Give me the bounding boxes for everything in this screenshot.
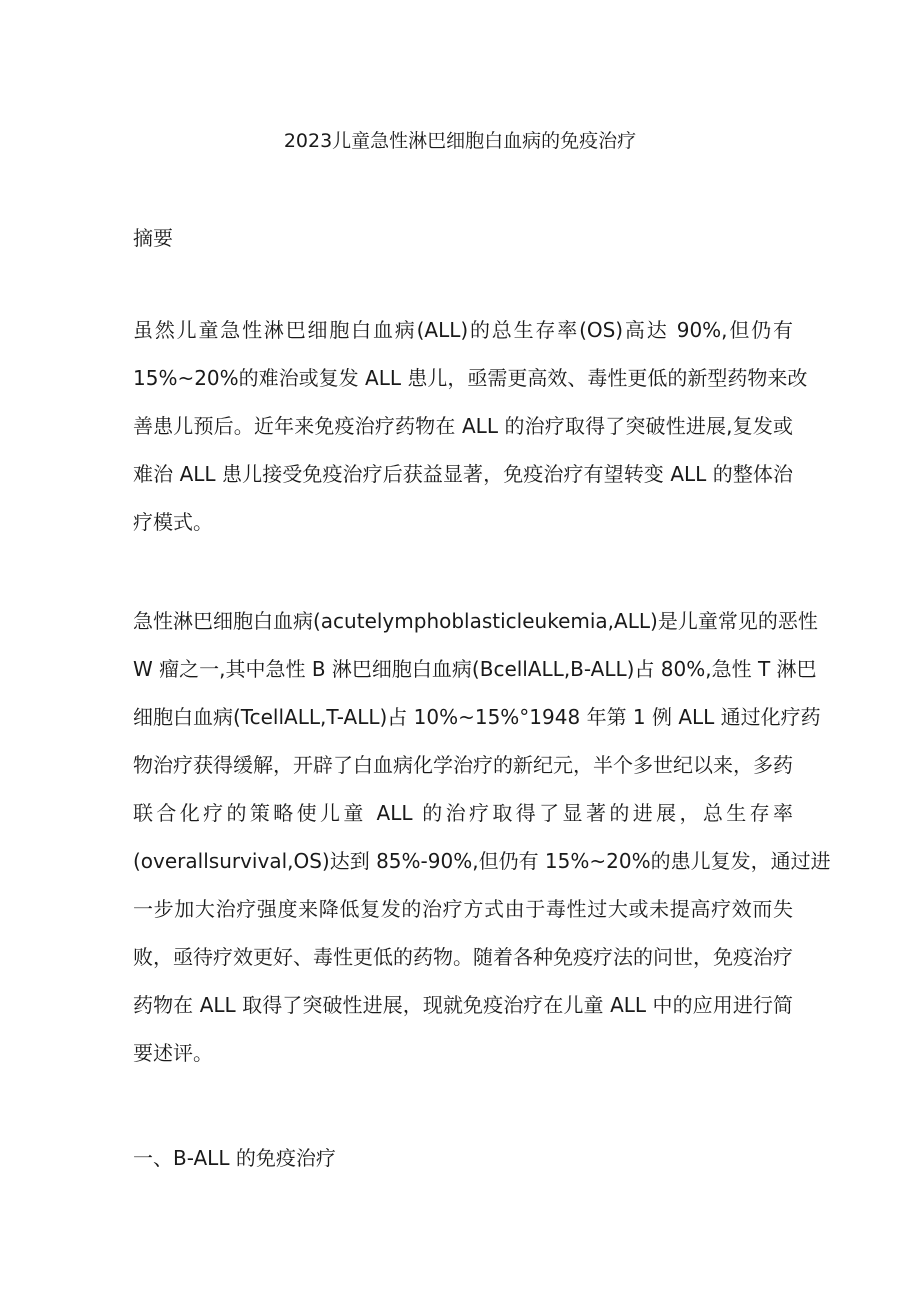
document-title: 2023儿童急性淋巴细胞白血病的免疫治疗 (283, 130, 637, 152)
text-line: 疗模式。 (133, 510, 213, 534)
text-line: 虽然儿童急性淋巴细胞白血病(ALL)的总生存率(OS)高达 90%,但仍有 (133, 318, 793, 342)
text-line: 药物在 ALL 取得了突破性进展，现就免疫治疗在儿童 ALL 中的应用进行简 (133, 993, 793, 1017)
text-line: (overallsurvival,OS)达到 85%-90%,但仍有 15%~20%的患儿复发，通过进 (133, 849, 831, 873)
text-line: 细胞白血病(TcellALL,T-ALL)占 10%~15%°1948 年第 1 例 ALL 通过化疗药 (133, 705, 821, 729)
abstract-heading: 摘要 (133, 226, 173, 250)
text-line: 物治疗获得缓解，开辟了白血病化学治疗的新纪元，半个多世纪以来，多药 (133, 753, 793, 777)
text-line: 联合化疗的策略使儿童 ALL 的治疗取得了显著的进展，总生存率 (133, 801, 793, 825)
abstract-paragraph (133, 314, 808, 554)
section-heading: 一、B-ALL 的免疫治疗 (133, 1146, 336, 1170)
text-line: 急性淋巴细胞白血病(acutelymphoblasticleukemia,ALL)是儿童常见的恶性 (133, 609, 818, 633)
text-line: W 瘤之一,其中急性 B 淋巴细胞白血病(BcellALL,B-ALL)占 80%,急性 T 淋巴 (133, 657, 817, 681)
text-line: 难治 ALL 患儿接受免疫治疗后获益显著，免疫治疗有望转变 ALL 的整体治 (133, 462, 793, 486)
text-line: 要述评。 (133, 1041, 213, 1065)
intro-paragraph (133, 605, 831, 1085)
text-line: 15%~20%的难治或复发 ALL 患儿，亟需更高效、毒性更低的新型药物来改 (133, 366, 808, 390)
text-line: 一步加大治疗强度来降低复发的治疗方式由于毒性过大或未提高疗效而失 (133, 897, 793, 921)
text-line: 善患儿预后。近年来免疫治疗药物在 ALL 的治疗取得了突破性进展,复发或 (133, 414, 793, 438)
text-line: 败，亟待疗效更好、毒性更低的药物。随着各种免疫疗法的问世，免疫治疗 (133, 945, 793, 969)
